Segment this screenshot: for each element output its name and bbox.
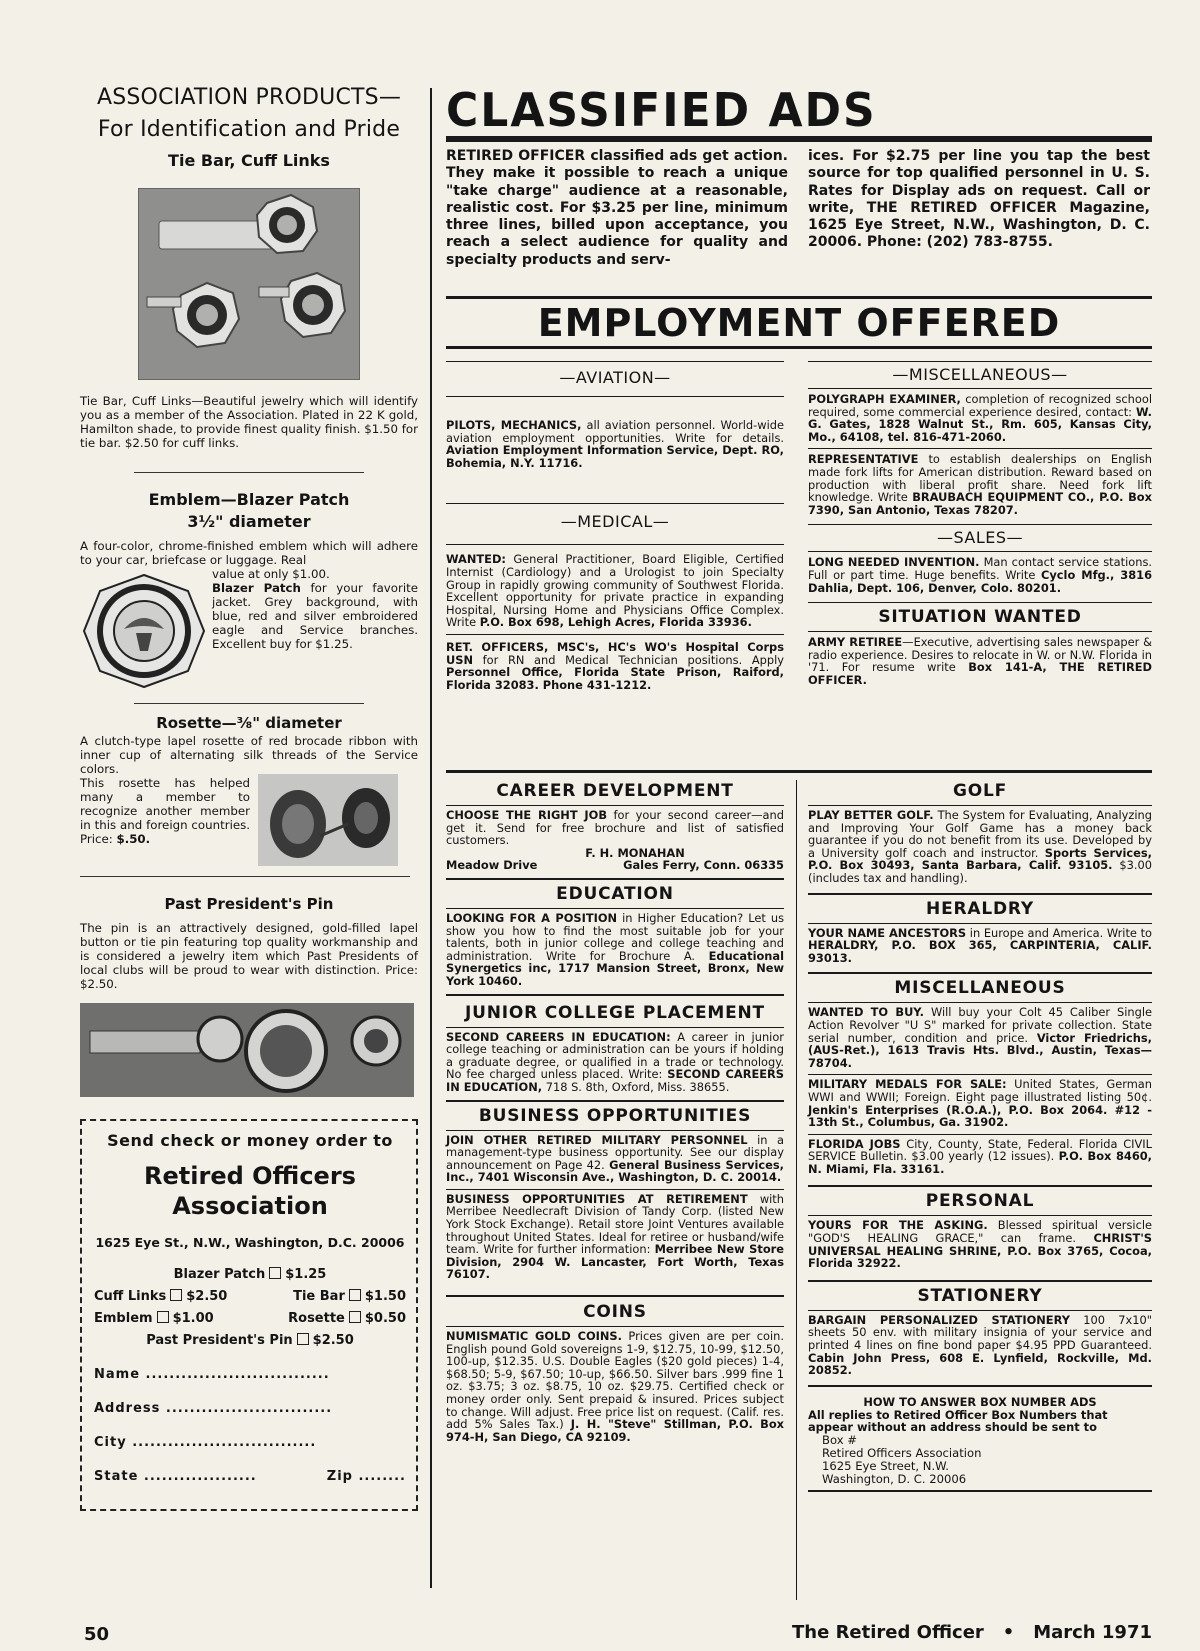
rule [446, 1295, 784, 1297]
classified-header [446, 84, 1152, 142]
personal-ad-lead: YOURS FOR THE ASKING. [808, 1218, 988, 1233]
stationery-ad-contact: Cabin John Press, 608 E. Lynfield, Rockville, Md. 20852. [808, 1350, 1152, 1378]
rule [446, 396, 784, 397]
rule [446, 878, 784, 880]
box-address-line-1: Box # [822, 1433, 857, 1447]
cuff-links-label: Cuff Links [94, 1289, 167, 1304]
box-number-ads-address [808, 1434, 1152, 1486]
state-zip-row [94, 1460, 406, 1494]
blazer-price: $1.25 [285, 1267, 327, 1282]
aviation-ad-contact: Aviation Employment Information Service, Dept. RO, Bohemia, N.Y. 11716. [446, 443, 784, 470]
rule [808, 1002, 1152, 1003]
misc-ad-1-lead: WANTED TO BUY. [808, 1005, 925, 1020]
misc-ad-2-lead: MILITARY MEDALS FOR SALE: [808, 1077, 1007, 1092]
order-row-cuff-tie [94, 1286, 406, 1308]
career-development-heading: CAREER DEVELOPMENT [496, 781, 734, 801]
junior-college-heading: JUNIOR COLLEGE PLACEMENT [465, 1002, 765, 1023]
emblem-diameter: 3½" diameter [187, 512, 311, 531]
tie-bar-description: Tie Bar, Cuff Links—Beautiful jewelry which will identify you as a member of the Association. Plated in 22 K gold, Hamilton shade, to provide finest quality finish. $1.50 for tie bar. $2.50 for cuff links. [80, 394, 418, 450]
order-org-name-line1: Retired Officers [144, 1162, 356, 1190]
cuff-links-checkbox[interactable] [170, 1289, 182, 1301]
medical-ad-1-contact: P.O. Box 698, Lehigh Acres, Florida 33936. [479, 615, 752, 630]
footer-date: March 1971 [1033, 1622, 1152, 1643]
representative-ad-contact: BRAUBACH EQUIPMENT CO., P.O. Box 7390, San Antonio, Texas 78207. [808, 490, 1152, 517]
order-org-name-line2: Association [172, 1192, 328, 1220]
divider [134, 703, 364, 704]
polygraph-ad-text: completion of recognized school required, some commercial experience desired, contact: [808, 392, 1152, 419]
rosette-price-order: $0.50 [364, 1311, 406, 1326]
emblem-price-line: value at only $1.00. [212, 567, 330, 581]
box-number-ads-text: All replies to Retired Officer Box Numbers that appear without an address should be sent to [808, 1407, 1108, 1435]
rule [808, 893, 1152, 895]
miscellaneous-heading: —MISCELLANEOUS— [892, 365, 1068, 384]
misc-ad-2-contact: Jenkin's Enterprises (R.O.A.), P.O. Box 2064. #12 - 13th St., Columbus, Ga. 31902. [808, 1102, 1152, 1130]
emblem-title: Emblem—Blazer Patch [148, 490, 350, 509]
blazer-patch-lead: Blazer Patch [212, 581, 301, 595]
classified-ads-title: CLASSIFIED ADS [446, 84, 877, 138]
education-ad-text: in Higher Education? Let us show you how to find the most suitable job for your talents, both in junior college and college teaching and administration. Write for Brochure A. [446, 910, 785, 963]
junior-college-ad-text: A career in junior college teaching or administration can be yours if holding a graduate degree, or qualified in a trade or technology. No fee charged unless placed. Write: [446, 1029, 784, 1082]
situation-ad-text: —Executive, advertising sales newspaper & radio experience. Desires to relocate in W. or N.W. Florida in '71. For resume write [808, 635, 1152, 675]
order-row-emblem-rosette [94, 1308, 406, 1330]
rule [808, 805, 1152, 806]
rule [808, 1134, 1152, 1135]
stationery-ad-lead: BARGAIN PERSONALIZED STATIONERY [808, 1312, 1070, 1327]
box-address-line-4: Washington, D. C. 20006 [822, 1472, 967, 1486]
emblem-blazer-text [208, 567, 418, 689]
business-ad-2 [446, 1193, 784, 1281]
emblem-price: $1.00 [172, 1311, 214, 1326]
business-ad-1-text: in a management-type business opportunity. See our display announcement on Page 42. [446, 1132, 785, 1172]
heraldry-ad [808, 927, 1152, 965]
business-opportunities-heading: BUSINESS OPPORTUNITIES [478, 1105, 752, 1126]
rule [446, 1027, 784, 1028]
representative-ad [808, 453, 1152, 516]
misc-ad-1-text: Will buy your Colt 45 Caliber Single Action Revolver "U S" marked for private collection. State serial number, condition and price. [808, 1005, 1152, 1045]
education-ad-lead: LOOKING FOR A POSITION [446, 910, 618, 925]
rule [446, 346, 1152, 349]
misc-ad-3-contact: P.O. Box 8460, N. Miami, Fla. 33161. [808, 1149, 1152, 1176]
aviation-ad-text: all aviation personnel. World-wide aviation employment opportunities. Write for details. [446, 418, 784, 445]
career-contact-street: Meadow Drive [446, 858, 538, 873]
past-president-pin-price: $2.50 [312, 1333, 354, 1348]
tie-bar-price: $1.50 [364, 1289, 406, 1304]
past-president-pin-photo [80, 1003, 414, 1097]
personal-heading: PERSONAL [925, 1191, 1035, 1212]
footer-magazine-name: The Retired Officer [792, 1622, 984, 1643]
column-separator [430, 88, 432, 1588]
classified-intro-left: RETIRED OFFICER classified ads get action. They make it possible to reach a unique "take charge" audience at a reasonable, realistic cost. For $3.25 per line, minimum three lines, billed upon acceptance, you reach a select audience for quality and specialty products and serv- [446, 148, 788, 268]
sales-ad-contact: Cyclo Mfg., 3816 Dahlia, Dept. 106, Denver, Colo. 80201. [808, 567, 1153, 595]
cuff-links-price: $2.50 [186, 1289, 228, 1304]
rule [808, 551, 1152, 552]
junior-college-ad-address: 718 S. 8th, Oxford, Miss. 38655. [545, 1079, 730, 1094]
rule [808, 631, 1152, 632]
personal-ad-contact: CHRIST'S UNIVERSAL HEALING SHRINE, P.O. Box 3765, Cocoa, Florida 32922. [808, 1231, 1153, 1271]
tie-bar-checkbox[interactable] [349, 1289, 361, 1301]
past-president-pin-description: The pin is an attractively designed, gold-filled lapel button or tie pin featuring top quality workmanship and is considered a jewelry item which Past Presidents of local clubs will be proud to wear with distinction. Price: $2.50. [80, 921, 418, 991]
medical-ad-2 [446, 641, 784, 691]
footer-magazine-date [792, 1622, 1152, 1643]
divider [134, 472, 364, 473]
misc-ad-1 [808, 1006, 1152, 1069]
stationery-ad-text: 100 7x10" sheets 50 env. with military insignia of your service and printed 4 lines on fine bond paper $4.95 PPD Guaranteed. [808, 1312, 1152, 1353]
tie-bar-title: Tie Bar, Cuff Links [168, 151, 330, 170]
sales-ad-text: Man contact service stations. Full or part time. Huge benefits. Write [808, 555, 1153, 582]
heraldry-ad-text: in Europe and America. Write to [969, 925, 1153, 940]
box-address-line-3: 1625 Eye Street, N.W. [822, 1459, 949, 1473]
tie-bar-cuff-links-photo [138, 188, 360, 380]
career-contact-address [446, 859, 784, 872]
lower-left-column [446, 780, 784, 1448]
coins-heading: COINS [583, 1302, 647, 1323]
box-number-ads-heading: HOW TO ANSWER BOX NUMBER ADS [863, 1394, 1097, 1409]
emblem-checkbox[interactable] [157, 1311, 169, 1323]
rule [808, 923, 1152, 924]
emblem-description: A four-color, chrome-finished emblem which will adhere to your car, briefcase or luggage. Real [80, 539, 418, 567]
personal-ad-text: Blessed spiritual versicle "GOD'S HEALING GRACE," can frame. [808, 1218, 1153, 1246]
misc-ad-3-lead: FLORIDA JOBS [808, 1136, 901, 1151]
rule [446, 361, 784, 362]
rule [808, 1310, 1152, 1311]
golf-ad-text: The System for Evaluating, Analyzing and Improving Your Golf Game has a money back guarantee if you do not benefit from its use. Developed by a University golf coach and instructor. [808, 808, 1153, 860]
misc-ad-3 [808, 1138, 1152, 1176]
coins-ad [446, 1330, 784, 1443]
golf-ad-lead: PLAY BETTER GOLF. [808, 808, 934, 822]
page-number: 50 [84, 1624, 110, 1645]
footer-bullet: • [1002, 1622, 1015, 1643]
education-heading: EDUCATION [556, 883, 674, 904]
rule [808, 602, 1152, 603]
rule [808, 1215, 1152, 1216]
medical-ad-1 [446, 553, 784, 629]
polygraph-ad [808, 393, 1152, 443]
business-ad-2-lead: BUSINESS OPPORTUNITIES AT RETIREMENT [446, 1191, 748, 1206]
career-ad-lead: CHOOSE THE RIGHT JOB [446, 808, 608, 822]
rosette-label: Rosette [288, 1311, 345, 1326]
order-send-to: Send check or money order to [107, 1131, 393, 1150]
rule [808, 1280, 1152, 1282]
medical-ad-2-contact: Personnel Office, Florida State Prison, Raiford, Florida 32083. Phone 431-1212. [446, 665, 784, 692]
education-ad [446, 912, 784, 988]
column-separator-inner [796, 780, 797, 1600]
rule [446, 503, 784, 504]
rule [446, 1189, 784, 1190]
coins-ad-text: Prices given are per coin. English pound Gold sovereigns 1-9, $12.75, 10-99, $12.50, 100-up, $12.35. U.S. Double Eagles ($20 gold pieces) 1-4, $68.50; 5-9, $67.50; 10-up, $66.50. Silver bars .999 fine 1 oz. $3.75; 3 oz. $8.75, 10 oz. $29.75. Certified check or money order only. Sent prepaid & insured. Prices subject to change. Will adjust. Free price list on request. (Calif. res. add 5% Sales Tax.) [446, 1329, 784, 1432]
employment-right-column [808, 358, 1152, 692]
rule [446, 805, 784, 806]
rule [808, 524, 1152, 525]
emblem-patch-image [80, 571, 208, 689]
business-ad-2-contact: Merribee New Store Division, 2904 W. Lancaster, Fort Worth, Texas 76107. [446, 1242, 785, 1282]
order-address: 1625 Eye St., N.W., Washington, D.C. 20006 [95, 1235, 405, 1250]
rule [446, 770, 1152, 773]
rosette-description: A clutch-type lapel rosette of red brocade ribbon with inner cup of alternating silk threads of the Service colors. [80, 734, 418, 776]
tie-bar-label: Tie Bar [293, 1289, 345, 1304]
employment-left-column [446, 358, 784, 696]
golf-ad [808, 809, 1152, 885]
rosette-photo [258, 774, 398, 866]
medical-heading: —MEDICAL— [560, 512, 670, 532]
rosette-side-desc: This rosette has helped many a member to recognize another member in this and foreign countries. Price: [80, 776, 250, 846]
golf-heading: GOLF [952, 781, 1008, 801]
rule [446, 296, 1152, 299]
divider [80, 876, 410, 877]
rule [446, 634, 784, 635]
golf-ad-price: $3.00 (includes tax and handling). [808, 858, 1152, 885]
situation-wanted-heading: SITUATION WANTED [878, 607, 1082, 628]
rosette-checkbox[interactable] [349, 1311, 361, 1323]
order-form [80, 1119, 418, 1511]
misc-ad-3-text: City, County, State, Federal. Florida CIVIL SERVICE Bulletin. $3.00 yearly (12 issues). [808, 1136, 1153, 1164]
blazer-patch-description: for your favorite jacket. Grey background, with blue, red and silver embroidered eagle and Service branches. Excellent buy for $1.25. [212, 581, 419, 651]
career-contact-city: Gales Ferry, Conn. 06335 [623, 858, 784, 873]
miscellaneous-bottom-heading: MISCELLANEOUS [894, 978, 1066, 999]
blazer-checkbox[interactable] [269, 1267, 281, 1279]
rule [446, 1130, 784, 1131]
misc-ad-2 [808, 1078, 1152, 1128]
representative-ad-text: to establish dealerships on English made fork lifts for American distribution. Reward based on production with liberal profit share. Need fork lift knowledge. Write [808, 452, 1152, 505]
junior-college-ad-contact: SECOND CAREERS IN EDUCATION, [446, 1067, 784, 1094]
employment-offered-title: EMPLOYMENT OFFERED [537, 301, 1061, 345]
rule [446, 1100, 784, 1102]
sales-ad [808, 556, 1152, 594]
heraldry-ad-lead: YOUR NAME ANCESTORS [808, 925, 967, 940]
rule [808, 1185, 1152, 1187]
rule [446, 1326, 784, 1327]
coins-ad-contact: J. H. "Steve" Stillman, P.O. Box 974-H, San Diego, CA 92109. [446, 1417, 784, 1444]
rule [446, 544, 784, 545]
stationery-heading: STATIONERY [917, 1285, 1043, 1306]
situation-ad [808, 636, 1152, 686]
rule [808, 972, 1152, 974]
state-field[interactable]: State ................... [94, 1469, 257, 1484]
order-row-blazer [94, 1264, 406, 1286]
order-row-pastpres [94, 1330, 406, 1352]
rosette-side-text [80, 776, 250, 866]
lower-right-column [808, 780, 1152, 1495]
rule [808, 1490, 1152, 1492]
sales-heading: —SALES— [936, 528, 1024, 548]
career-ad-text: for your second career—and get it. Send for free brochure and list of satisfied customers. [446, 808, 784, 848]
sales-ad-lead: LONG NEEDED INVENTION. [808, 555, 980, 570]
polygraph-ad-contact: W. G. Gates, 1828 Walnut St., Rm. 605, Kansas City, Mo., 64108, tel. 816-471-2060. [808, 404, 1153, 444]
business-ad-1-lead: JOIN OTHER RETIRED MILITARY PERSONNEL [446, 1132, 748, 1147]
education-ad-contact: Educational Synergetics inc, 1717 Mansion Street, Bronx, New York 10460. [446, 948, 784, 988]
golf-ad-contact: Sports Services, P.O. Box 30493, Santa Barbara, Calif. 93105. [808, 845, 1152, 873]
aviation-ad-lead: PILOTS, MECHANICS, [446, 418, 582, 432]
classified-intro-right: ices. For $2.75 per line you tap the best source for top qualified personnel in U. S. Rates for Display ads on request. Call or write, THE RETIRED OFFICER Magazine, 1625 Eye Street, N.W., Washington, D. C. 20006. Phone: (202) 783-8755. [808, 148, 1150, 251]
medical-ad-1-text: General Practitioner, Board Eligible, Certified Internist (Cardiology) and a Urologist to join Specialty Group in rapidly growing community of Southwest Florida. Excellent opportunity for private practice in expanding Hospital, Nursing Home and Physicians Office Complex. Write [446, 552, 785, 630]
medical-ad-1-lead: WANTED: [446, 552, 506, 567]
heraldry-ad-contact: HERALDRY, P.O. BOX 365, CARPINTERIA, CALIF. 93013. [808, 938, 1152, 965]
blazer-label: Blazer Patch [173, 1267, 266, 1282]
career-contact-name: F. H. MONAHAN [585, 845, 685, 860]
coins-ad-lead: NUMISMATIC GOLD COINS. [446, 1329, 622, 1344]
association-products-header: ASSOCIATION PRODUCTS— [96, 85, 402, 110]
left-column [80, 82, 418, 1511]
rule [808, 388, 1152, 389]
business-ad-1-contact: General Business Services, Inc., 7401 Wisconsin Ave., Washington, D. C. 20014. [446, 1157, 784, 1185]
rule [808, 1074, 1152, 1075]
rule [808, 1385, 1152, 1387]
association-products-subheader: For Identification and Pride [97, 117, 401, 142]
situation-ad-contact: Box 141-A, THE RETIRED OFFICER. [808, 660, 1153, 687]
business-ad-1 [446, 1134, 784, 1184]
medical-ad-2-lead: RET. OFFICERS, MSC's, HC's WO's Hospital Corps USN [446, 639, 784, 667]
polygraph-ad-lead: POLYGRAPH EXAMINER, [808, 392, 961, 406]
rosette-price: $.50. [116, 832, 151, 846]
city-field[interactable]: City ............................... [94, 1435, 317, 1450]
medical-ad-2-text: for RN and Medical Technician positions. Apply [482, 652, 784, 667]
rule [446, 994, 784, 996]
personal-ad [808, 1219, 1152, 1269]
situation-ad-lead: ARMY RETIREE [808, 635, 903, 650]
rule [808, 361, 1152, 362]
career-ad [446, 809, 784, 847]
past-president-pin-title: Past President's Pin [164, 895, 334, 913]
address-field[interactable]: Address ............................ [94, 1401, 333, 1416]
representative-ad-lead: REPRESENTATIVE [808, 452, 919, 467]
zip-field[interactable]: Zip ........ [326, 1469, 406, 1484]
rule [808, 448, 1152, 449]
aviation-heading: —AVIATION— [559, 368, 671, 387]
jewelry-photo-illustration [139, 189, 360, 380]
misc-ad-1-contact: Victor Friedrichs, (AUS-Ret.), 1613 Travis Hts. Blvd., Austin, Texas—78704. [808, 1030, 1153, 1070]
past-president-pin-label: Past President's Pin [146, 1333, 293, 1348]
heraldry-heading: HERALDRY [926, 898, 1034, 919]
box-address-line-2: Retired Officers Association [822, 1446, 982, 1460]
past-president-pin-checkbox[interactable] [297, 1333, 309, 1345]
rule [446, 908, 784, 909]
junior-college-ad-lead: SECOND CAREERS IN EDUCATION: [446, 1029, 671, 1044]
emblem-label: Emblem [94, 1311, 153, 1326]
misc-ad-2-text: United States, German WWI and WWII; Foreign. Eight page illustrated listing 50¢. [808, 1077, 1152, 1104]
business-ad-2-text: with Merribee Needlecraft Division of Tandy Corp. (listed New York Stock Exchange). Retail store Joint Ventures available throughout United States. Ideal for retiree or husband/wife team. Write for further information: [446, 1191, 784, 1257]
name-field[interactable]: Name ............................... [94, 1367, 330, 1382]
junior-college-ad [446, 1031, 784, 1094]
aviation-ad [446, 419, 784, 469]
stationery-ad [808, 1314, 1152, 1377]
rosette-title: Rosette—⅜" diameter [156, 714, 342, 732]
